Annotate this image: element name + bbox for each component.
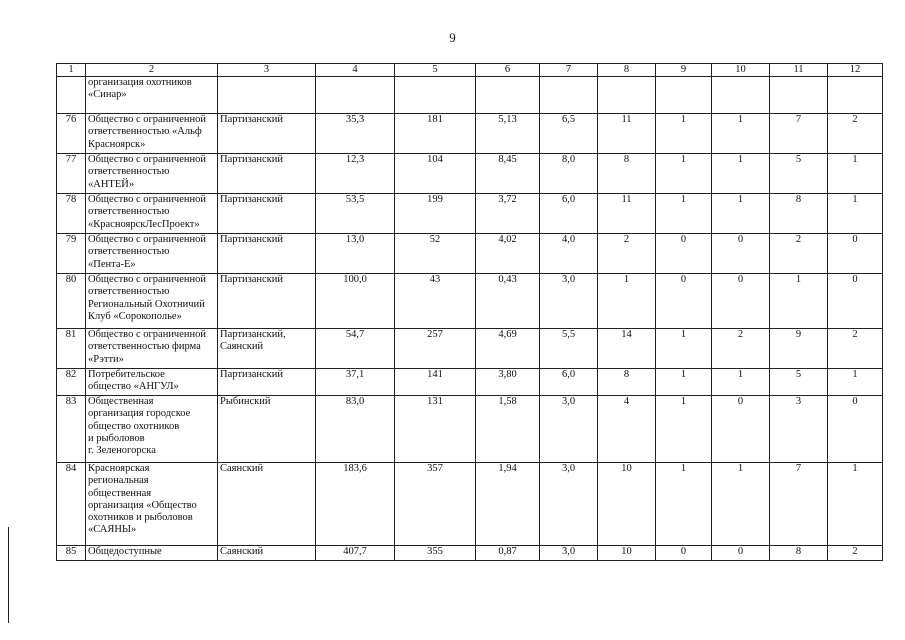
organization-name-cell [86, 77, 218, 114]
organization-name-line: и рыболовов [88, 432, 145, 444]
organization-name-cell [86, 546, 218, 561]
value-cell-7: 3,0 [540, 274, 598, 329]
organization-name-line: ответственностью [88, 246, 170, 258]
organization-name-line: Общество с ограниченной [88, 234, 206, 245]
value-cell-10: 1 [712, 369, 770, 396]
value-cell-10: 2 [712, 329, 770, 369]
organization-name-cell [86, 194, 218, 234]
value-cell-4: 100,0 [316, 274, 395, 329]
value-cell-4 [316, 77, 395, 114]
value-cell-5: 355 [395, 546, 476, 561]
table-row [57, 274, 883, 329]
organization-name-line: ответственностью [88, 166, 170, 178]
value-cell-11: 8 [770, 546, 828, 561]
value-cell-8: 4 [598, 396, 656, 463]
district-cell [218, 369, 316, 396]
row-number-cell: 85 [57, 546, 86, 561]
organization-name-cell [86, 274, 218, 329]
value-cell-7: 6,5 [540, 114, 598, 154]
value-cell-5: 357 [395, 463, 476, 546]
value-cell-12: 2 [828, 329, 883, 369]
value-cell-12: 2 [828, 114, 883, 154]
value-cell-10: 1 [712, 154, 770, 194]
column-header-10: 10 [712, 64, 770, 77]
organization-name-line: региональная [88, 475, 149, 487]
value-cell-9: 1 [656, 369, 712, 396]
organization-name-line: организация «Общество [88, 499, 197, 511]
organization-name-line: Общество с ограниченной [88, 274, 206, 285]
value-cell-4: 12,3 [316, 154, 395, 194]
organization-name-line: Клуб «Сорокополье» [88, 310, 182, 322]
row-number-cell: 81 [57, 329, 86, 369]
row-number-cell: 76 [57, 114, 86, 154]
value-cell-10: 1 [712, 114, 770, 154]
district-line: Партизанский [220, 234, 283, 245]
district-cell [218, 154, 316, 194]
organization-name-line: Красноярск» [88, 138, 146, 150]
row-number-cell: 83 [57, 396, 86, 463]
value-cell-9: 1 [656, 194, 712, 234]
column-header-9: 9 [656, 64, 712, 77]
value-cell-8: 11 [598, 114, 656, 154]
table-row [57, 369, 883, 396]
value-cell-11: 1 [770, 274, 828, 329]
table-row [57, 463, 883, 546]
value-cell-4: 83,0 [316, 396, 395, 463]
district-cell [218, 194, 316, 234]
organization-name-line: ответственностью «Альф [88, 126, 202, 138]
table-row [57, 396, 883, 463]
organization-name-line: общественная [88, 487, 152, 499]
value-cell-10: 0 [712, 234, 770, 274]
value-cell-7: 5,5 [540, 329, 598, 369]
value-cell-4: 54,7 [316, 329, 395, 369]
value-cell-12: 1 [828, 194, 883, 234]
value-cell-8: 2 [598, 234, 656, 274]
value-cell-5: 43 [395, 274, 476, 329]
value-cell-7: 8,0 [540, 154, 598, 194]
value-cell-7: 6,0 [540, 194, 598, 234]
table-row [57, 194, 883, 234]
district-cell [218, 77, 316, 114]
value-cell-9: 1 [656, 463, 712, 546]
organization-name-line: ответственностью [88, 206, 170, 218]
district-line: Партизанский [220, 114, 283, 125]
value-cell-7: 3,0 [540, 396, 598, 463]
value-cell-5: 257 [395, 329, 476, 369]
column-header-5: 5 [395, 64, 476, 77]
organization-name-cell [86, 463, 218, 546]
organization-name-line: Общество с ограниченной [88, 329, 206, 340]
value-cell-9: 0 [656, 274, 712, 329]
value-cell-8: 8 [598, 369, 656, 396]
value-cell-5: 104 [395, 154, 476, 194]
organization-name-line: «Пента-Е» [88, 258, 136, 270]
organization-name-line: Общество с ограниченной [88, 114, 206, 125]
value-cell-7 [540, 77, 598, 114]
value-cell-8: 14 [598, 329, 656, 369]
organization-name-line: Региональный Охотничий [88, 298, 205, 310]
district-cell [218, 396, 316, 463]
column-header-3: 3 [218, 64, 316, 77]
row-number-cell: 79 [57, 234, 86, 274]
organization-name-line: Общественная [88, 396, 154, 407]
organization-name-line: общество «АНГУЛ» [88, 381, 179, 393]
organization-name-line: Общество с ограниченной [88, 154, 206, 165]
value-cell-9: 1 [656, 154, 712, 194]
value-cell-11: 2 [770, 234, 828, 274]
organization-name-line: «АНТЕЙ» [88, 178, 135, 190]
district-cell [218, 234, 316, 274]
organization-name-line: организация городское [88, 408, 191, 420]
table-body [57, 77, 883, 561]
value-cell-8: 11 [598, 194, 656, 234]
value-cell-9: 1 [656, 396, 712, 463]
value-cell-4: 53,5 [316, 194, 395, 234]
district-line: Рыбинский [220, 396, 271, 407]
value-cell-7: 4,0 [540, 234, 598, 274]
column-header-12: 12 [828, 64, 883, 77]
district-line: Саянский [220, 463, 264, 474]
value-cell-10 [712, 77, 770, 114]
column-header-1: 1 [57, 64, 86, 77]
value-cell-12: 0 [828, 274, 883, 329]
district-cell [218, 114, 316, 154]
value-cell-5 [395, 77, 476, 114]
value-cell-6: 3,80 [476, 369, 540, 396]
value-cell-11 [770, 77, 828, 114]
organization-name-line: общество охотников [88, 420, 180, 432]
table-row [57, 234, 883, 274]
value-cell-9: 0 [656, 234, 712, 274]
organization-name-line: Общедоступные [88, 546, 162, 557]
organization-name-line: Потребительское [88, 369, 165, 380]
organization-name-line: «Синар» [88, 89, 127, 101]
table-row [57, 77, 883, 114]
value-cell-5: 131 [395, 396, 476, 463]
district-line: Саянский [220, 546, 264, 557]
district-cell [218, 546, 316, 561]
value-cell-12: 0 [828, 396, 883, 463]
value-cell-5: 52 [395, 234, 476, 274]
value-cell-8: 8 [598, 154, 656, 194]
organization-name-line: Красноярская [88, 463, 150, 474]
value-cell-8 [598, 77, 656, 114]
value-cell-12: 0 [828, 234, 883, 274]
organization-name-line: ответственностью фирма [88, 341, 201, 353]
value-cell-9: 0 [656, 546, 712, 561]
district-line: Партизанский [220, 274, 283, 285]
value-cell-7: 6,0 [540, 369, 598, 396]
column-header-7: 7 [540, 64, 598, 77]
table-row [57, 329, 883, 369]
page-number: 9 [449, 30, 456, 45]
row-number-cell: 84 [57, 463, 86, 546]
organization-name-cell [86, 329, 218, 369]
value-cell-4: 407,7 [316, 546, 395, 561]
row-number-cell: 82 [57, 369, 86, 396]
value-cell-10: 1 [712, 463, 770, 546]
district-line: Партизанский [220, 154, 283, 165]
value-cell-4: 13,0 [316, 234, 395, 274]
value-cell-9: 1 [656, 114, 712, 154]
value-cell-6: 1,58 [476, 396, 540, 463]
value-cell-9 [656, 77, 712, 114]
value-cell-12: 1 [828, 463, 883, 546]
district-cell [218, 329, 316, 369]
column-header-8: 8 [598, 64, 656, 77]
value-cell-11: 9 [770, 329, 828, 369]
organization-name-cell [86, 369, 218, 396]
organization-name-line: «КрасноярскЛесПроект» [88, 218, 200, 230]
value-cell-12: 1 [828, 369, 883, 396]
district-line: Саянский [220, 341, 264, 353]
column-header-2: 2 [86, 64, 218, 77]
value-cell-4: 183,6 [316, 463, 395, 546]
organization-name-cell [86, 396, 218, 463]
value-cell-5: 141 [395, 369, 476, 396]
district-line: Партизанский [220, 194, 283, 205]
value-cell-6: 0,87 [476, 546, 540, 561]
value-cell-6: 5,13 [476, 114, 540, 154]
value-cell-12: 2 [828, 546, 883, 561]
value-cell-11: 5 [770, 154, 828, 194]
value-cell-6: 0,43 [476, 274, 540, 329]
value-cell-8: 10 [598, 546, 656, 561]
header-row [57, 64, 883, 77]
column-header-11: 11 [770, 64, 828, 77]
district-cell [218, 463, 316, 546]
organization-name-line: Общество с ограниченной [88, 194, 206, 205]
value-cell-8: 1 [598, 274, 656, 329]
row-number-cell: 80 [57, 274, 86, 329]
row-number-cell [57, 77, 86, 114]
district-line: Партизанский, [220, 329, 286, 340]
value-cell-6 [476, 77, 540, 114]
value-cell-5: 199 [395, 194, 476, 234]
column-header-4: 4 [316, 64, 395, 77]
value-cell-6: 4,02 [476, 234, 540, 274]
value-cell-7: 3,0 [540, 546, 598, 561]
row-number-cell: 78 [57, 194, 86, 234]
row-number-cell: 77 [57, 154, 86, 194]
value-cell-10: 1 [712, 194, 770, 234]
value-cell-4: 35,3 [316, 114, 395, 154]
value-cell-6: 1,94 [476, 463, 540, 546]
organization-name-cell [86, 114, 218, 154]
margin-rule [8, 527, 9, 623]
value-cell-12 [828, 77, 883, 114]
table-row [57, 546, 883, 561]
organization-name-line: охотников и рыболовов [88, 512, 193, 524]
organization-name-line: г. Зеленогорска [88, 445, 156, 457]
value-cell-6: 4,69 [476, 329, 540, 369]
value-cell-5: 181 [395, 114, 476, 154]
value-cell-11: 8 [770, 194, 828, 234]
value-cell-10: 0 [712, 274, 770, 329]
district-line: Партизанский [220, 369, 283, 380]
value-cell-9: 1 [656, 329, 712, 369]
organization-name-line: «Рэтти» [88, 353, 124, 365]
column-header-6: 6 [476, 64, 540, 77]
organization-name-cell [86, 234, 218, 274]
value-cell-11: 7 [770, 463, 828, 546]
organization-name-line: «САЯНЫ» [88, 524, 137, 536]
organization-name-cell [86, 154, 218, 194]
value-cell-11: 7 [770, 114, 828, 154]
hunting-grounds-table [56, 63, 883, 561]
value-cell-11: 3 [770, 396, 828, 463]
value-cell-6: 3,72 [476, 194, 540, 234]
value-cell-12: 1 [828, 154, 883, 194]
value-cell-10: 0 [712, 396, 770, 463]
value-cell-11: 5 [770, 369, 828, 396]
value-cell-4: 37,1 [316, 369, 395, 396]
organization-name-line: организация охотников [88, 77, 192, 88]
value-cell-6: 8,45 [476, 154, 540, 194]
value-cell-10: 0 [712, 546, 770, 561]
district-cell [218, 274, 316, 329]
organization-name-line: ответственностью [88, 286, 170, 298]
table-row [57, 154, 883, 194]
value-cell-8: 10 [598, 463, 656, 546]
value-cell-7: 3,0 [540, 463, 598, 546]
table-row [57, 114, 883, 154]
